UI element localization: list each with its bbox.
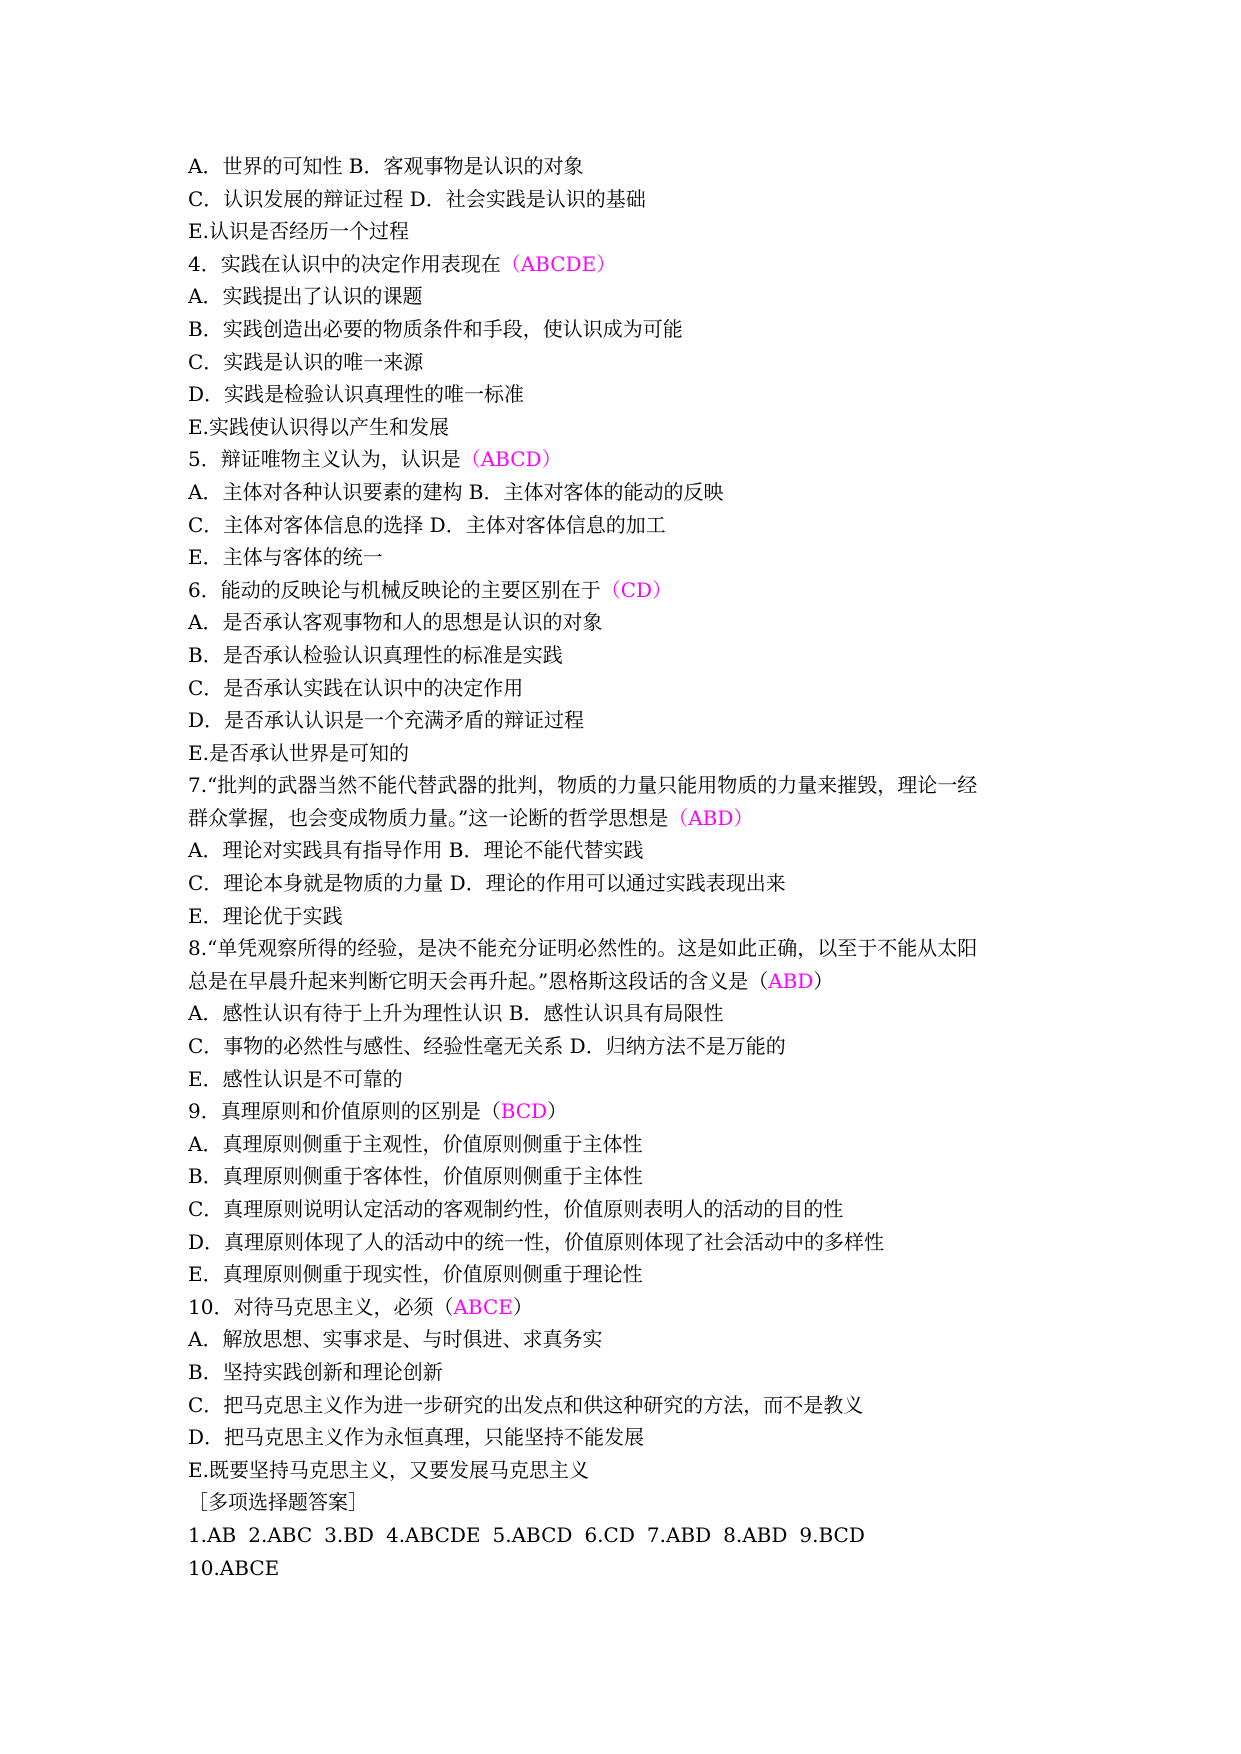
text-line xyxy=(188,834,1068,867)
line-text: A．理论对实践具有指导作用 B．理论不能代替实践 xyxy=(188,838,644,863)
line-text: ［多项选择题答案］ xyxy=(188,1490,368,1515)
text-line xyxy=(188,1356,1068,1389)
text-line xyxy=(188,1160,1068,1193)
text-line xyxy=(188,248,1068,281)
text-line xyxy=(188,1128,1068,1161)
text-line xyxy=(188,1063,1068,1096)
answer-key-item: 4.ABCDE xyxy=(385,1522,481,1547)
line-text: E．感性认识是不可靠的 xyxy=(188,1066,403,1091)
line-text: 群众掌握，也会变成物质力量。”这一论断的哲学思想是 xyxy=(188,805,669,830)
text-line xyxy=(188,704,1068,737)
text-line xyxy=(188,1095,1068,1128)
answer-label: ABCE xyxy=(453,1294,513,1319)
text-line xyxy=(188,932,1068,965)
line-text: D．实践是检验认识真理性的唯一标准 xyxy=(188,382,525,407)
line-text: E.实践使认识得以产生和发展 xyxy=(188,414,449,439)
closing-bracket: ） xyxy=(547,1099,568,1124)
text-line xyxy=(188,639,1068,672)
text-line xyxy=(188,1454,1068,1487)
text-line xyxy=(188,900,1068,933)
text-line xyxy=(188,443,1068,476)
answer-key-item: 9.BCD xyxy=(799,1522,865,1547)
line-text: E.是否承认世界是可知的 xyxy=(188,740,409,765)
answer-key-item: 7.ABD xyxy=(646,1522,712,1547)
line-text: A．解放思想、实事求是、与时俱进、求真务实 xyxy=(188,1327,603,1352)
text-line xyxy=(188,1193,1068,1226)
answer-key-item: 3.BD xyxy=(324,1522,374,1547)
text-line xyxy=(188,541,1068,574)
line-text: C．认识发展的辩证过程 D．社会实践是认识的基础 xyxy=(188,186,646,211)
line-text: E．主体与客体的统一 xyxy=(188,545,383,570)
text-line xyxy=(188,672,1068,705)
text-line xyxy=(188,1258,1068,1291)
text-line xyxy=(188,1323,1068,1356)
line-text: E.认识是否经历一个过程 xyxy=(188,219,409,244)
text-line xyxy=(188,1030,1068,1063)
answer-label: （ABCD） xyxy=(460,447,562,472)
line-text: E．理论优于实践 xyxy=(188,903,343,928)
line-text: B．坚持实践创新和理论创新 xyxy=(188,1359,443,1384)
line-text: 8.“单凭观察所得的经验，是决不能充分证明必然性的。这是如此正确，以至于不能从太阳 xyxy=(188,936,978,961)
text-line xyxy=(188,965,1068,998)
line-text: 6．能动的反映论与机械反映论的主要区别在于 xyxy=(188,577,601,602)
answer-label: （ABD） xyxy=(668,805,754,830)
text-line xyxy=(188,1291,1068,1324)
text-line xyxy=(188,509,1068,542)
text-line xyxy=(188,997,1068,1030)
text-line xyxy=(188,769,1068,802)
text-line xyxy=(188,1421,1068,1454)
text-line xyxy=(188,280,1068,313)
text-line xyxy=(188,1389,1068,1422)
question-list xyxy=(188,150,1068,1519)
text-line xyxy=(188,737,1068,770)
line-text: C．真理原则说明认定活动的客观制约性，价值原则表明人的活动的目的性 xyxy=(188,1197,844,1221)
line-text: C．是否承认实践在认识中的决定作用 xyxy=(188,675,524,700)
line-text: C．实践是认识的唯一来源 xyxy=(188,349,424,374)
answer-label: ABD xyxy=(768,968,814,993)
line-text: C．理论本身就是物质的力量 D．理论的作用可以通过实践表现出来 xyxy=(188,871,786,896)
line-text: 5．辩证唯物主义认为，认识是 xyxy=(188,447,461,472)
text-line xyxy=(188,476,1068,509)
line-text: B．真理原则侧重于客体性，价值原则侧重于主体性 xyxy=(188,1164,643,1189)
answer-key-item: 6.CD xyxy=(584,1522,635,1547)
line-text: A．实践提出了认识的课题 xyxy=(188,284,423,309)
answer-key-item: 5.ABCD xyxy=(492,1522,573,1547)
line-text: C．主体对客体信息的选择 D．主体对客体信息的加工 xyxy=(188,512,666,537)
line-text: B．是否承认检验认识真理性的标准是实践 xyxy=(188,642,563,667)
text-line xyxy=(188,411,1068,444)
line-text: 4．实践在认识中的决定作用表现在 xyxy=(188,251,501,276)
closing-bracket: ） xyxy=(512,1294,533,1319)
document-page xyxy=(188,150,1068,1584)
text-line xyxy=(188,1486,1068,1519)
text-line xyxy=(188,150,1068,183)
answer-key-last: 10.ABCE xyxy=(188,1555,280,1580)
line-text: 总是在早晨升起来判断它明天会再升起。”恩格斯这段话的含义是（ xyxy=(188,968,769,993)
line-text: A．感性认识有待于上升为理性认识 B．感性认识具有局限性 xyxy=(188,1001,724,1026)
line-text: 9．真理原则和价值原则的区别是（ xyxy=(188,1099,501,1124)
text-line xyxy=(188,574,1068,607)
line-text: 10．对待马克思主义，必须（ xyxy=(188,1294,454,1319)
text-line xyxy=(188,346,1068,379)
line-text: A．真理原则侧重于主观性，价值原则侧重于主体性 xyxy=(188,1131,643,1156)
line-text: E．真理原则侧重于现实性，价值原则侧重于理论性 xyxy=(188,1262,643,1287)
closing-bracket: ） xyxy=(813,968,834,993)
line-text: 7.“批判的武器当然不能代替武器的批判，物质的力量只能用物质的力量来摧毁，理论一经 xyxy=(188,773,978,798)
text-line xyxy=(188,183,1068,216)
line-text: E.既要坚持马克思主义，又要发展马克思主义 xyxy=(188,1457,589,1482)
answer-key-item: 1.AB xyxy=(188,1522,237,1547)
line-text: C．把马克思主义作为进一步研究的出发点和供这种研究的方法，而不是教义 xyxy=(188,1392,864,1417)
text-line xyxy=(188,378,1068,411)
text-line xyxy=(188,802,1068,835)
line-text: D．把马克思主义作为永恒真理，只能坚持不能发展 xyxy=(188,1425,645,1450)
answer-key-item: 2.ABC xyxy=(248,1522,313,1547)
answer-key-row xyxy=(188,1519,1068,1552)
line-text: A．主体对各种认识要素的建构 B．主体对客体的能动的反映 xyxy=(188,479,724,504)
answer-label: （CD） xyxy=(600,577,673,602)
line-text: A．是否承认客观事物和人的思想是认识的对象 xyxy=(188,610,603,635)
line-text: D．真理原则体现了人的活动中的统一性，价值原则体现了社会活动中的多样性 xyxy=(188,1229,885,1254)
answer-key-item: 8.ABD xyxy=(723,1522,788,1547)
text-line xyxy=(188,313,1068,346)
text-line xyxy=(188,867,1068,900)
answer-label: BCD xyxy=(500,1099,548,1124)
line-text: D．是否承认认识是一个充满矛盾的辩证过程 xyxy=(188,708,585,733)
text-line xyxy=(188,1226,1068,1259)
text-line xyxy=(188,215,1068,248)
line-text: B．实践创造出必要的物质条件和手段，使认识成为可能 xyxy=(188,316,683,341)
text-line xyxy=(188,606,1068,639)
line-text: C．事物的必然性与感性、经验性毫无关系 D．归纳方法不是万能的 xyxy=(188,1034,786,1059)
line-text: A．世界的可知性 B．客观事物是认识的对象 xyxy=(188,154,584,178)
answer-label: （ABCDE） xyxy=(500,251,617,276)
